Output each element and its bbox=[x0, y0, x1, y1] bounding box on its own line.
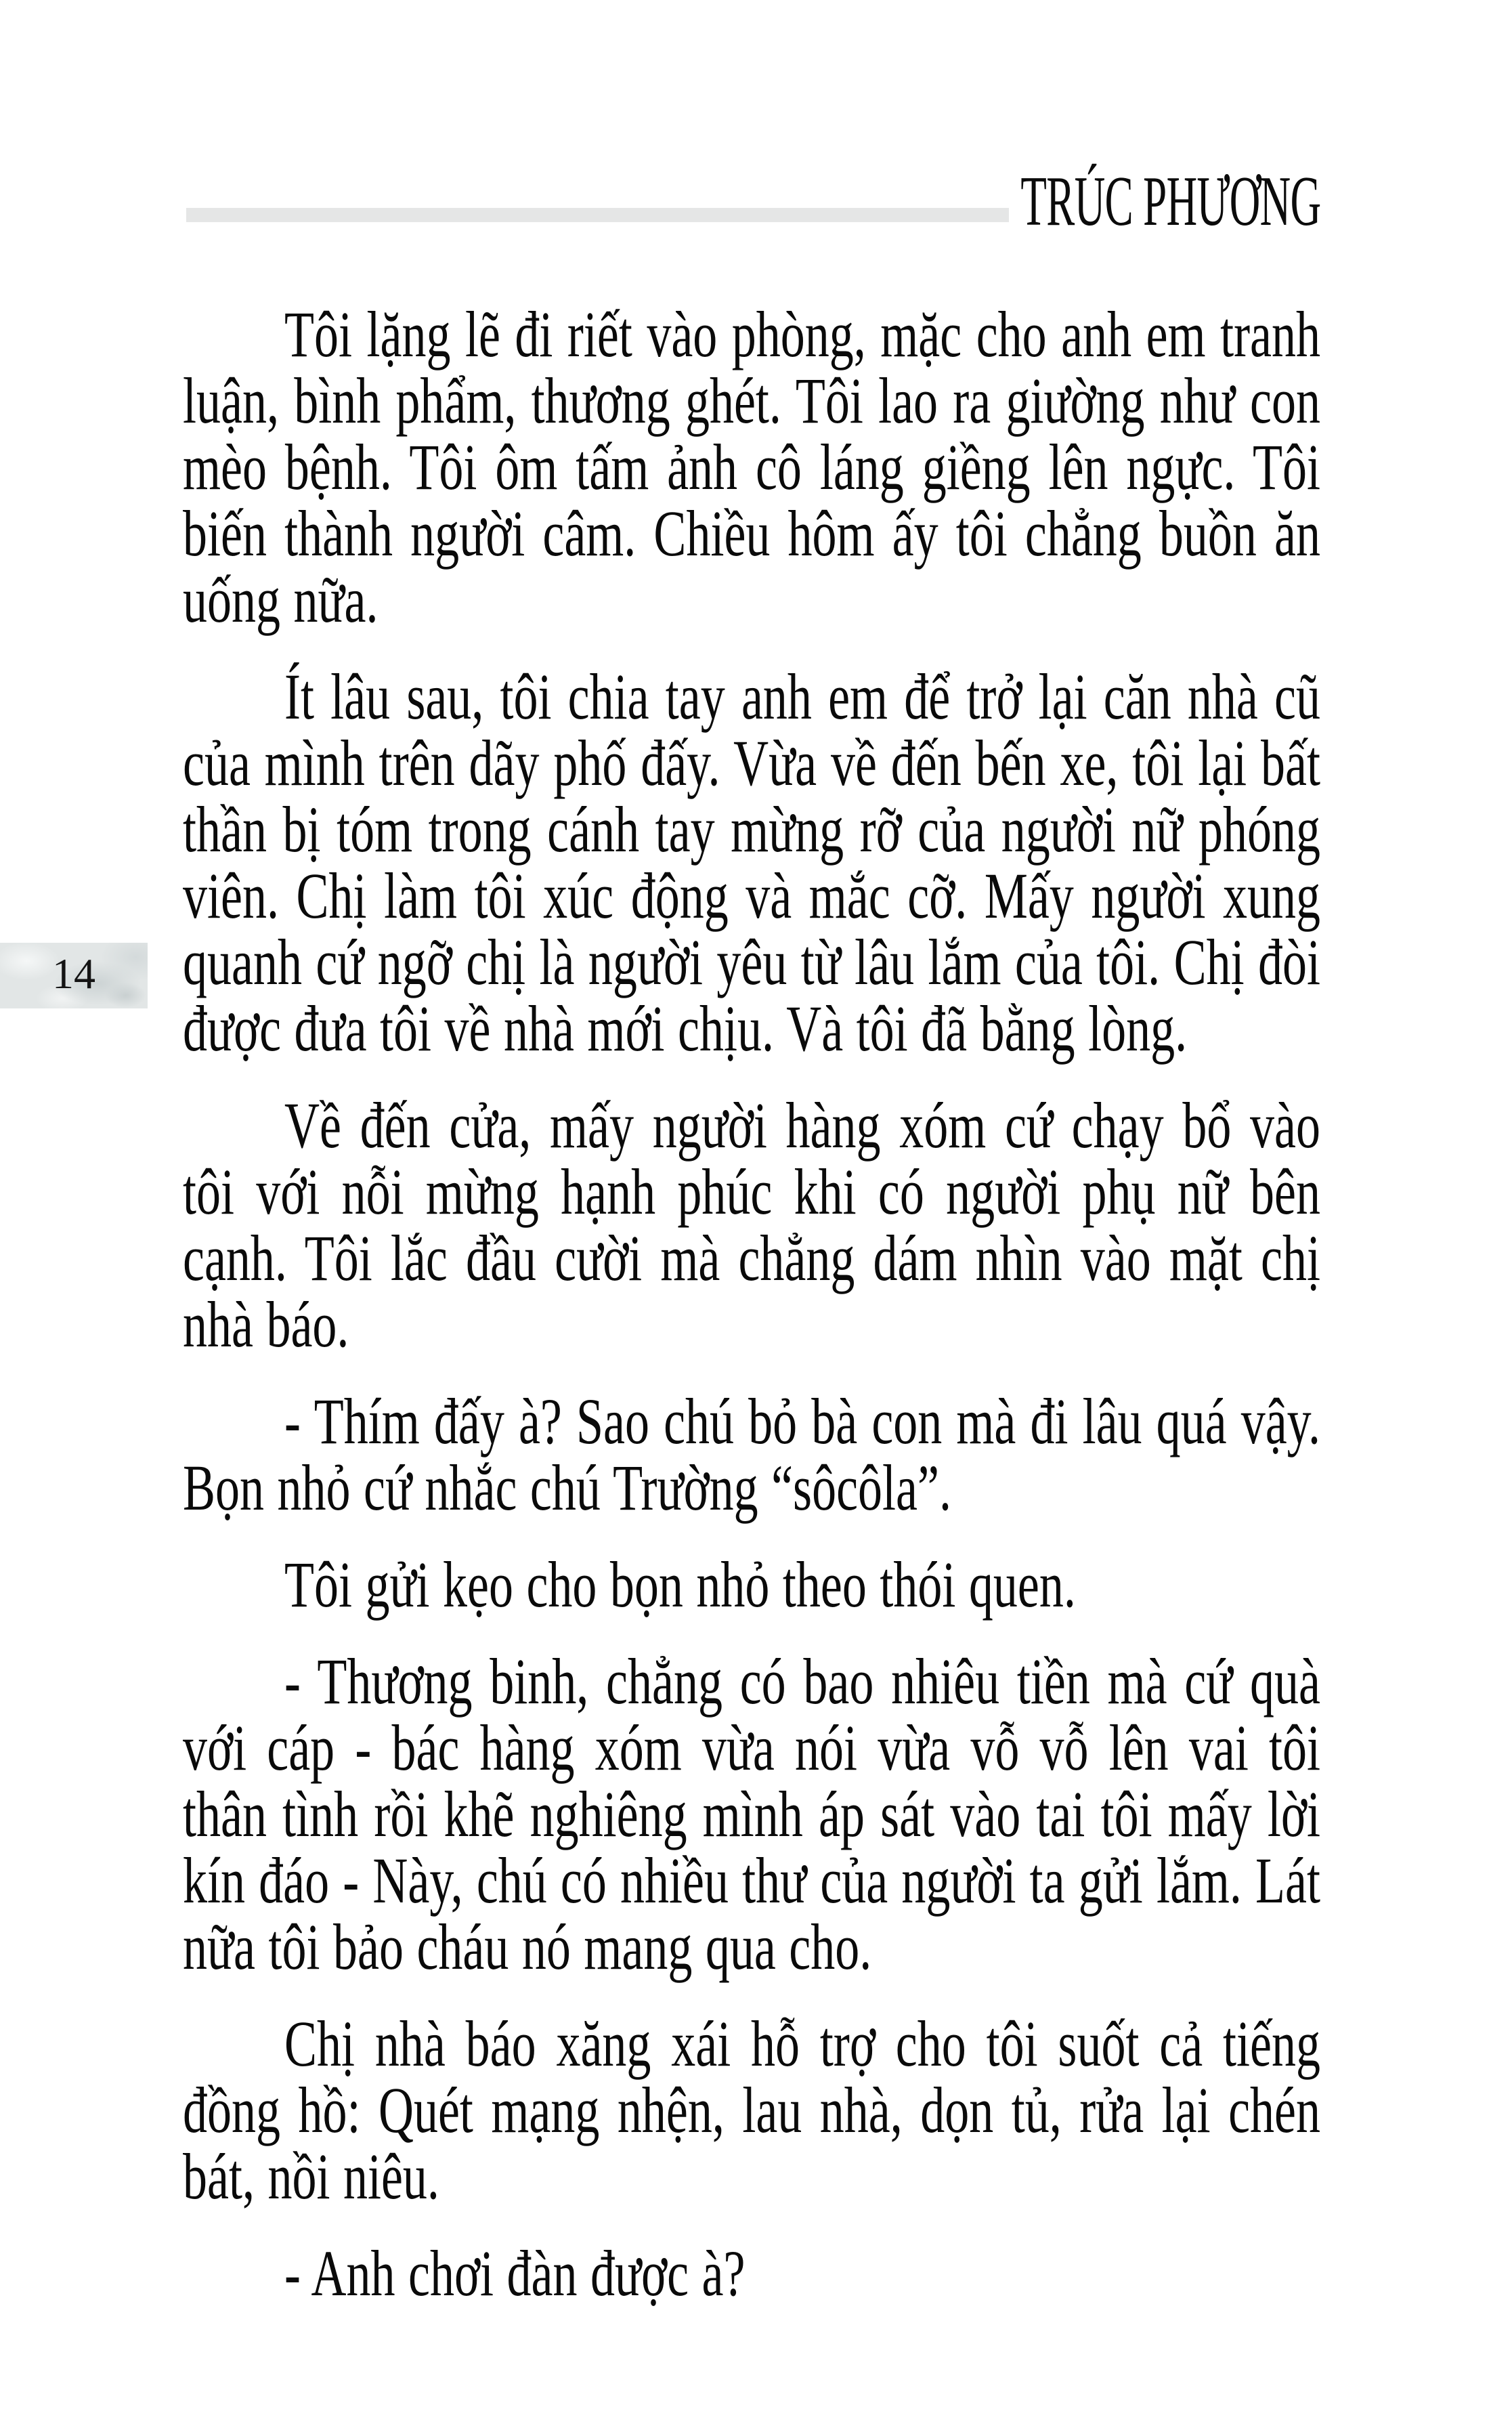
page-number: 14 bbox=[52, 949, 95, 998]
paragraph-dialogue: - Anh chơi đàn được à? bbox=[284, 2237, 746, 2309]
page-number-block bbox=[0, 943, 148, 1008]
paragraph: Về đến cửa, mấy người hàng xóm cứ chạy bổ vào tôi với nỗi mừng hạnh phúc khi có người phụ nữ bên cạnh. Tôi lắc đầu cười mà chẳng dám nhìn vào mặt chị nhà báo. bbox=[183, 1089, 1320, 1361]
header-rule bbox=[186, 208, 1009, 222]
paragraph-dialogue: - Thím đấy à? Sao chú bỏ bà con mà đi lâu quá vậy. Bọn nhỏ cứ nhắc chú Trường “sôcôla”. bbox=[183, 1385, 1320, 1524]
paragraph: Chị nhà báo xăng xái hỗ trợ cho tôi suốt cả tiếng đồng hồ: Quét mạng nhện, lau nhà, dọn tủ, rửa lại chén bát, nồi niêu. bbox=[183, 2007, 1320, 2213]
paragraph: Tôi gửi kẹo cho bọn nhỏ theo thói quen. bbox=[284, 1548, 1076, 1621]
body-text bbox=[183, 298, 1320, 2309]
paragraph-dialogue: - Thương binh, chẳng có bao nhiêu tiền mà cứ quà với cáp - bác hàng xóm vừa nói vừa vỗ vỗ lên vai tôi thân tình rồi khẽ nghiêng mình áp sát vào tai tôi mấy lời kín đáo - Này, chú có nhiều thư của người ta gửi lắm. Lát nữa tôi bảo cháu nó mang qua cho. bbox=[183, 1645, 1320, 1983]
paragraph: Ít lâu sau, tôi chia tay anh em để trở lại căn nhà cũ của mình trên dãy phố đấy. Vừa về đến bến xe, tôi lại bất thần bị tóm trong cánh tay mừng rỡ của người nữ phóng viên. Chị làm tôi xúc động và mắc cỡ. Mấy người xung quanh cứ ngỡ chị là người yêu từ lâu lắm của tôi. Chị đòi được đưa tôi về nhà mới chịu. Và tôi đã bằng lòng. bbox=[183, 660, 1320, 1065]
running-head-author: TRÚC PHƯƠNG bbox=[1020, 161, 1320, 240]
paragraph: Tôi lặng lẽ đi riết vào phòng, mặc cho anh em tranh luận, bình phẩm, thương ghét. Tôi lao ra giường như con mèo bệnh. Tôi ôm tấm ảnh cô láng giềng lên ngực. Tôi biến thành người câm. Chiều hôm ấy tôi chẳng buồn ăn uống nữa. bbox=[183, 298, 1320, 636]
